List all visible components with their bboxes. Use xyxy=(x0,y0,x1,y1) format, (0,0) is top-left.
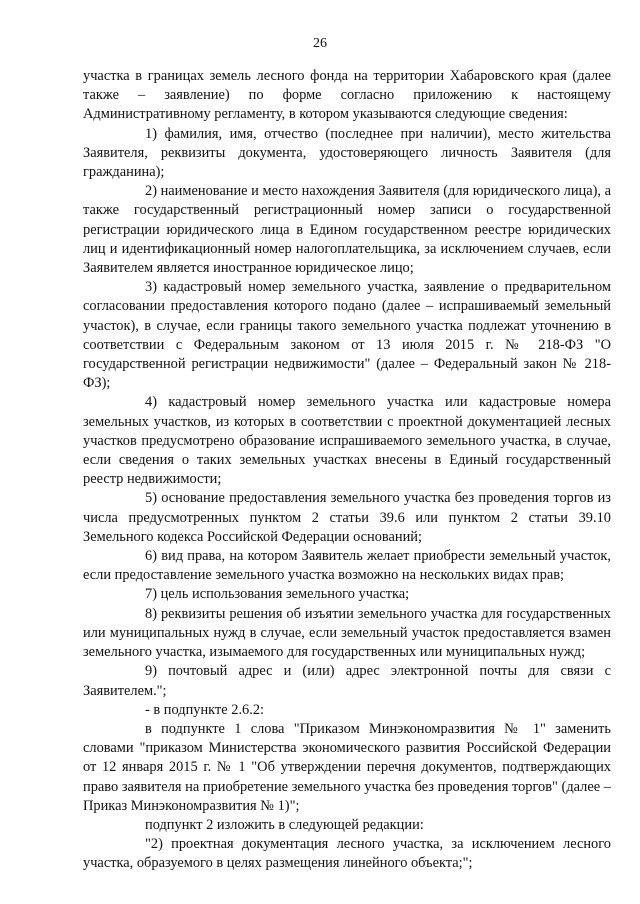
document-body xyxy=(83,67,611,874)
list-item-3: 3) кадастровый номер земельного участка, заявление о предварительном согласовании предоставления которого подано (далее – испрашиваемый земельный участок), в случае, если границы такого земельного участка подлежат уточнению в соответствии с Федеральным законом от 13 июля 2015 г. № 218-ФЗ "О государственной регистрации недвижимости" (далее – Федеральный закон № 218-ФЗ); xyxy=(83,279,611,392)
amendment-paragraph-3: "2) проектная документация лесного участка, за исключением лесного участка, образуемого в целях размещения линейного объекта;"; xyxy=(83,836,611,872)
list-item-7: 7) цель использования земельного участка; xyxy=(145,586,410,603)
list-item-9: 9) почтовый адрес и (или) адрес электронной почты для связи с Заявителем."; xyxy=(83,663,611,699)
amendment-paragraph-2: подпункт 2 изложить в следующей редакции: xyxy=(145,816,424,833)
subclause-heading: - в подпункте 2.6.2: xyxy=(145,701,265,718)
list-item-5: 5) основание предоставления земельного участка без проведения торгов из числа предусмотренных пунктом 2 статьи 39.6 или пунктом 2 статьи 39.10 Земельного кодекса Российской Федерации оснований; xyxy=(83,490,611,545)
paragraph-intro: участка в границах земель лесного фонда на территории Хабаровского края (далее также – заявление) по форме согласно приложению к настоящему Административному регламенту, в котором указываются следующие сведения: xyxy=(83,68,611,123)
list-item-2: 2) наименование и место нахождения Заявителя (для юридического лица), а также государственный регистрационный номер записи о государственной регистрации юридического лица в Едином государственном реестре юридических лиц и идентификационный номер налогоплательщика, за исключением случаев, если Заявителем является иностранное юридическое лицо; xyxy=(83,183,611,277)
amendment-paragraph-1: в подпункте 1 слова "Приказом Минэкономразвития № 1" заменить словами "приказом Министерства экономического развития Российской Федерации от 12 января 2015 г. № 1 "Об утверждении перечня документов, подтверждающих право заявителя на приобретение земельного участка без проведения торгов" (далее – Приказ Минэкономразвития № 1)"; xyxy=(83,720,611,814)
page-number: 26 xyxy=(313,36,327,51)
list-item-1: 1) фамилия, имя, отчество (последнее при наличии), место жительства Заявителя, реквизиты документа, удостоверяющего личность Заявителя (для гражданина); xyxy=(83,125,611,181)
list-item-8: 8) реквизиты решения об изъятии земельного участка для государственных или муниципальных нужд в случае, если земельный участок предоставляется взамен земельного участка, изымаемого для государственных или муниципальных нужд; xyxy=(83,605,611,661)
list-item-6: 6) вид права, на котором Заявитель желает приобрести земельный участок, если предоставление земельного участка возможно на нескольких видах прав; xyxy=(83,548,611,584)
list-item-4: 4) кадастровый номер земельного участка или кадастровые номера земельных участков, из которых в соответствии с проектной документацией лесных участков предусмотрено образование испрашиваемого земельного участка, в случае, если сведения о таких земельных участках внесены в Единый государственный реестр недвижимости; xyxy=(83,394,611,488)
